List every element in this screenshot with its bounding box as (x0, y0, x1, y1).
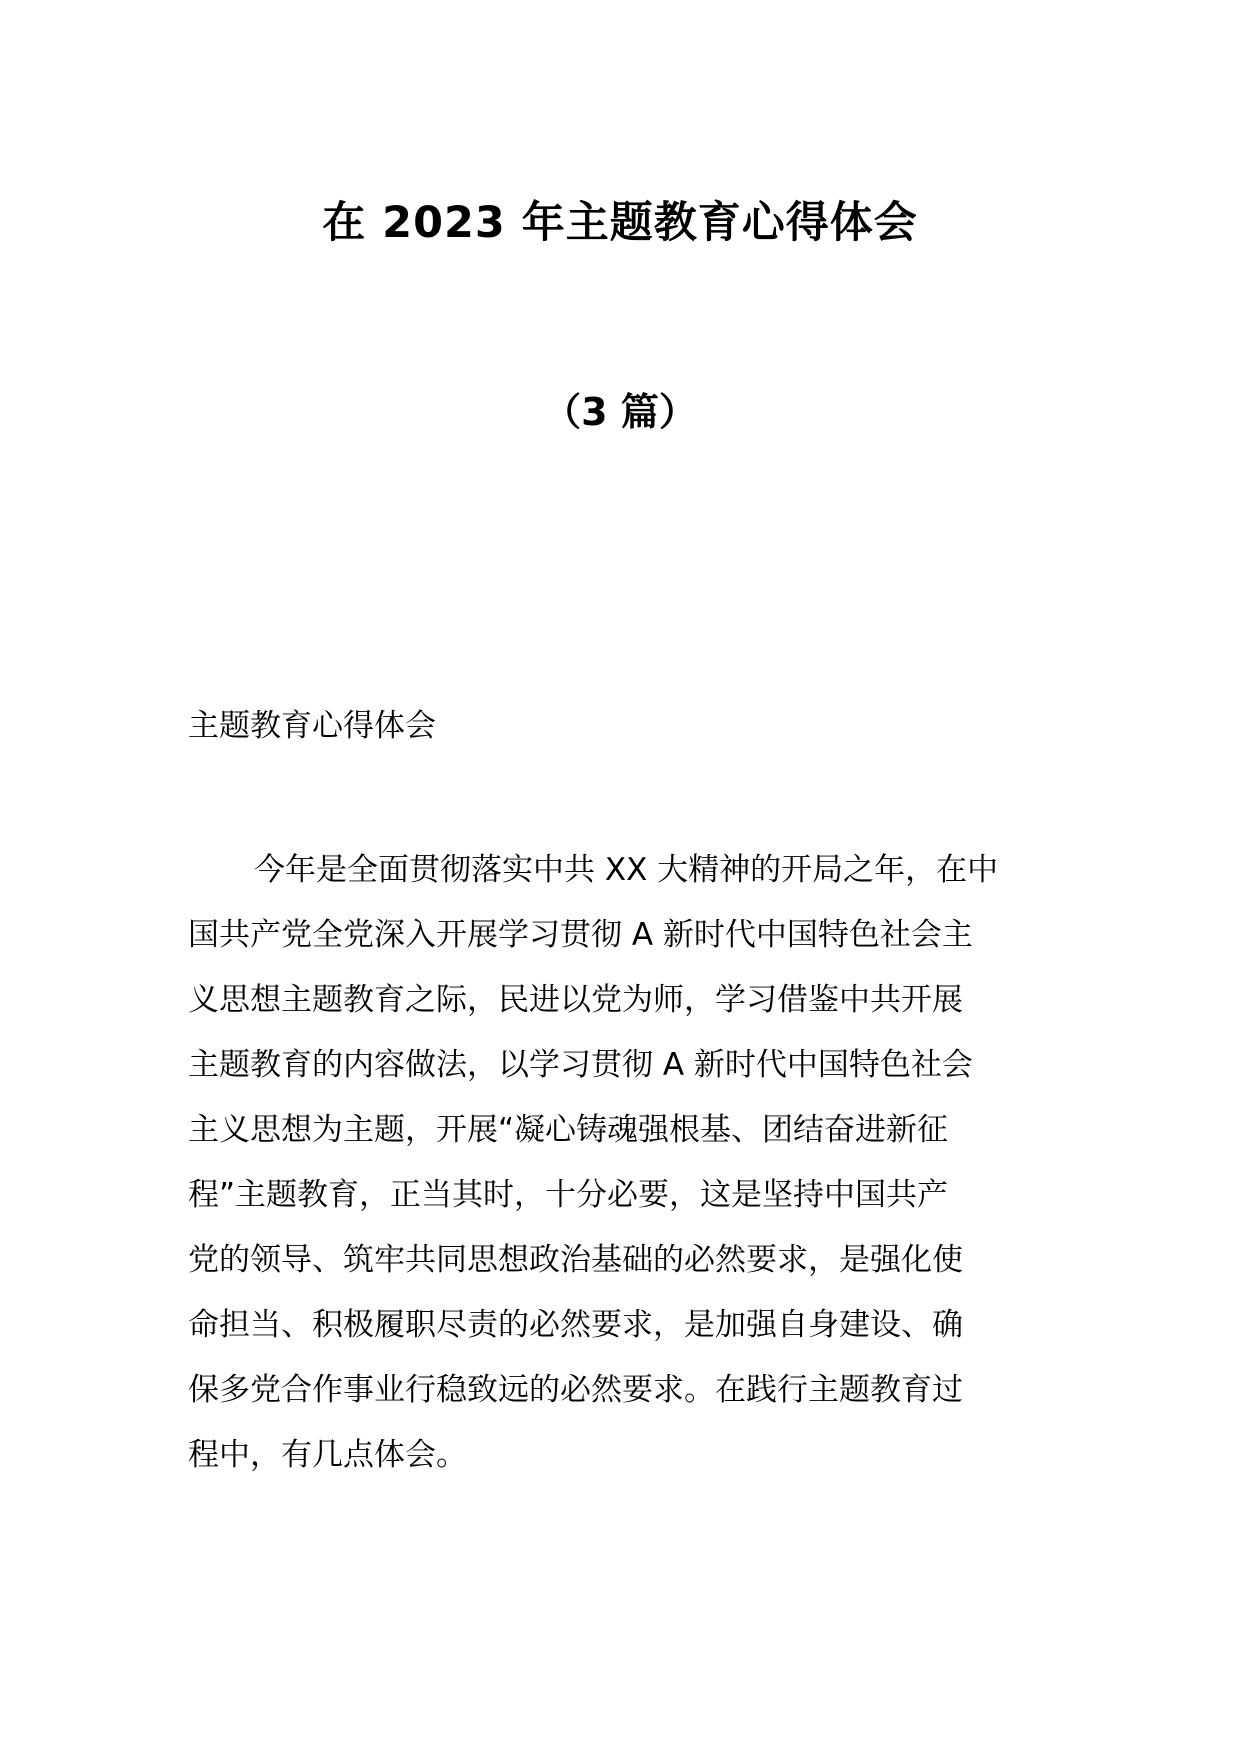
paragraph-line: 程中，有几点体会。 (188, 1437, 467, 1473)
paragraph-line: 国共产党全党深入开展学习贯彻 A 新时代中国特色社会主 (188, 917, 973, 953)
paragraph-line: 程”主题教育，正当其时，十分必要，这是坚持中国共产 (188, 1177, 949, 1213)
paragraph-line: 命担当、积极履职尽责的必然要求，是加强自身建设、确 (188, 1307, 963, 1343)
paragraph-line: 义思想主题教育之际，民进以党为师，学习借鉴中共开展 (188, 982, 963, 1018)
paragraph-line: 主题教育的内容做法，以学习贯彻 A 新时代中国特色社会 (188, 1047, 973, 1083)
document-subtitle: （3 篇） (543, 390, 697, 434)
paragraph-line: 今年是全面贯彻落实中共 XX 大精神的开局之年，在中 (254, 852, 999, 888)
document-title: 在 2023 年主题教育心得体会 (322, 198, 918, 248)
paragraph-line: 保多党合作事业行稳致远的必然要求。在践行主题教育过 (188, 1372, 963, 1408)
section-heading: 主题教育心得体会 (188, 708, 436, 744)
paragraph-line: 主义思想为主题，开展“凝心铸魂强根基、团结奋进新征 (188, 1112, 949, 1148)
paragraph-line: 党的领导、筑牢共同思想政治基础的必然要求，是强化使 (188, 1242, 963, 1278)
body-paragraph (188, 838, 1068, 1488)
